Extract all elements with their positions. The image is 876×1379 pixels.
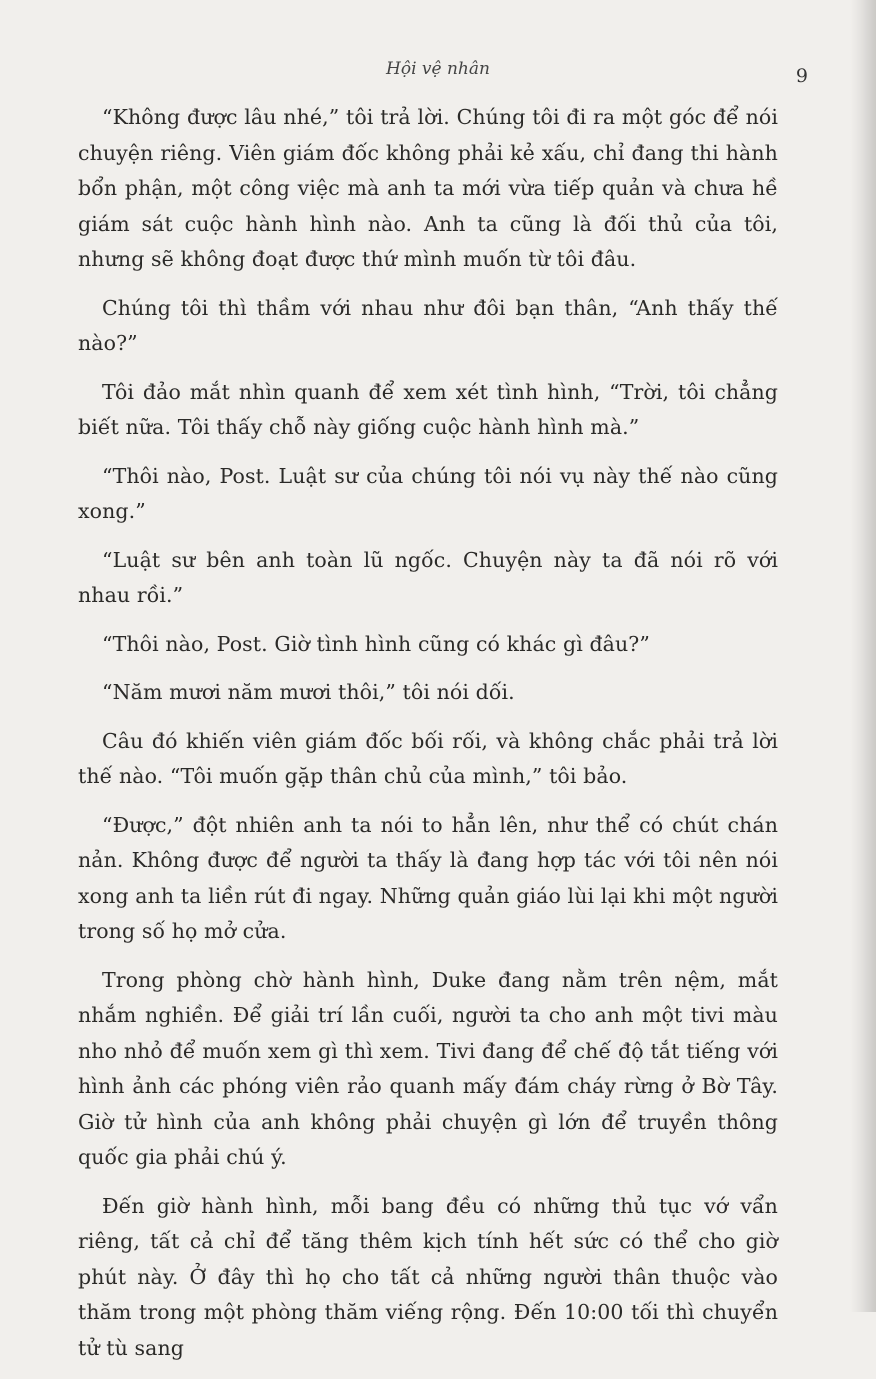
paragraph: “Không được lâu nhé,” tôi trả lời. Chúng tôi đi ra một góc để nói chuyện riêng. Viên giám đốc không phải kẻ xấu, chỉ đang thi hành bổn phận, một công việc mà anh ta mới vừa tiếp quản và chưa hề giám sát cuộc hành hình nào. Anh ta cũng là đối thủ của tôi, nhưng sẽ không đoạt được thứ mình muốn từ tôi đâu. [78,105,778,271]
page-header [0,55,876,95]
paragraph: “Được,” đột nhiên anh ta nói to hẳn lên, như thể có chút chán nản. Không được để người ta thấy là đang hợp tác với tôi nên nói xong anh ta liền rút đi ngay. Những quản giáo lùi lại khi một người trong số họ mở cửa. [78,812,778,943]
paragraph: “Năm mươi năm mươi thôi,” tôi nói dối. [102,680,515,704]
page-spine-shadow [850,0,876,1312]
paragraph: “Thôi nào, Post. Giờ tình hình cũng có khác gì đâu?” [102,631,650,656]
paragraph: Tôi đảo mắt nhìn quanh để xem xét tình hình, “Trời, tôi chẳng biết nữa. Tôi thấy chỗ này giống cuộc hành hình mà.” [78,379,778,439]
body-text [78,100,778,1379]
paragraph: Câu đó khiến viên giám đốc bối rối, và không chắc phải trả lời thế nào. “Tôi muốn gặp thân chủ của mình,” tôi bảo. [78,728,778,788]
paragraph: “Thôi nào, Post. Luật sư của chúng tôi nói vụ này thế nào cũng xong.” [78,463,778,523]
paragraph: “Luật sư bên anh toàn lũ ngốc. Chuyện này ta đã nói rõ với nhau rồi.” [78,547,778,607]
running-title: Hội vệ nhân [386,59,490,79]
page-number: 9 [795,65,808,87]
paragraph: Đến giờ hành hình, mỗi bang đều có những thủ tục vớ vẩn riêng, tất cả chỉ để tăng thêm kịch tính hết sức có thể cho giờ phút này. Ở đây thì họ cho tất cả những người thân thuộc vào thăm trong một phòng thăm viếng rộng. Đến 10:00 tối thì chuyển tử tù sang [78,1193,778,1360]
paragraph: Trong phòng chờ hành hình, Duke đang nằm trên nệm, mắt nhắm nghiền. Để giải trí lần cuối, người ta cho anh một tivi màu nho nhỏ để muốn xem gì thì xem. Tivi đang để chế độ tắt tiếng với hình ảnh các phóng viên rảo quanh mấy đám cháy rừng ở Bờ Tây. Giờ tử hình của anh không phải chuyện gì lớn để truyền thông quốc gia phải chú ý. [78,967,778,1169]
paragraph: Chúng tôi thì thầm với nhau như đôi bạn thân, “Anh thấy thế nào?” [78,295,778,355]
